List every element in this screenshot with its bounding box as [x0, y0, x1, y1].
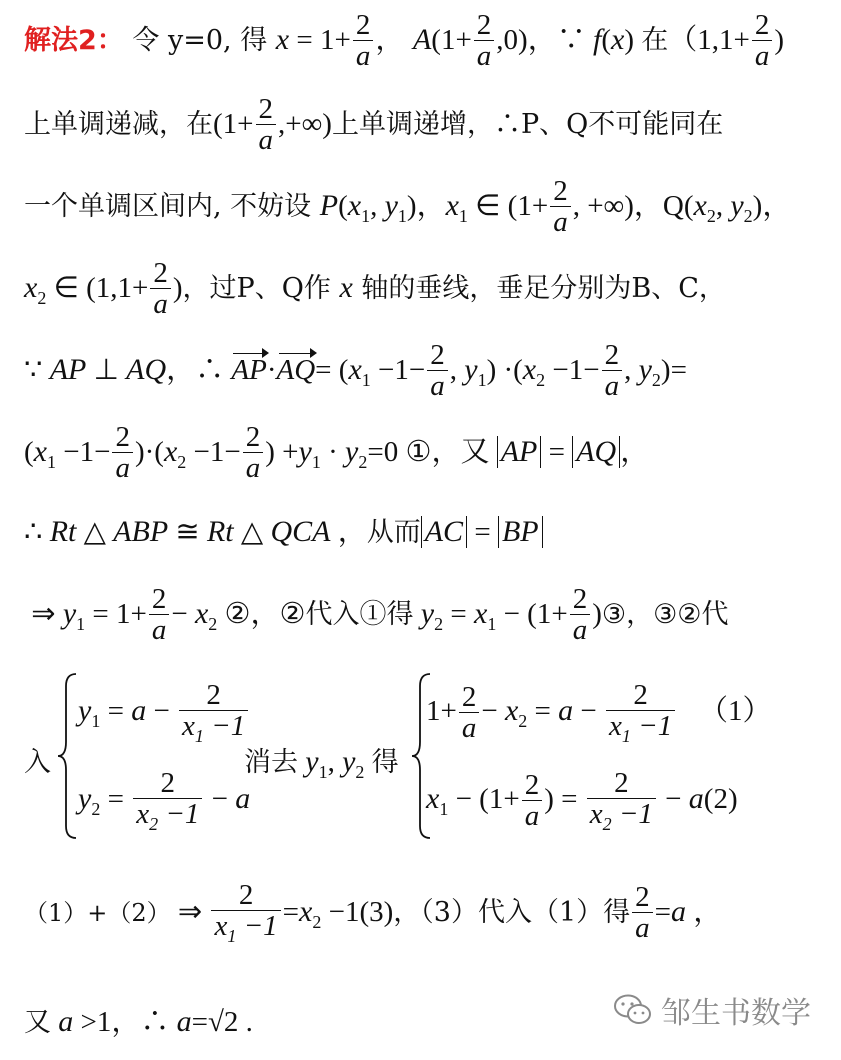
line-6: ($x_1 -1-$ $\frac{2}{a}$ )$\cdot(x_2 -1-$ $\frac{2}{a}$ ) $+y_1 \cdot y_2=0$ ①，又 AP = AQ ，: [24, 421, 650, 485]
watermark-text: 邹生书数学: [661, 996, 811, 1031]
line-7: ∴ Rt △ ABP ≅ Rt △ QCA ，从而 AC = BP: [24, 514, 825, 550]
wechat-icon: [613, 993, 653, 1027]
equation-systems: 入 $y_1 = a$ − $\frac{2}{x_1 -1}$ $y_2$ = $\frac{2}{x_2 -1}$ − a 消去 $y_1$, $y_2$ 得 1+ $\frac{2}{a}$ − $x_2 = a$ − $\frac{2}{x_1 -1}$ （1） $x_1 - (1+$ $\frac{2}{a}$ ) = $\frac{2}{x_2 -1}$ − a(2): [24, 672, 824, 842]
line-8: ⇒ $y_1 = 1+$ $\frac{2}{a}$ − $x_2$ ②，②代入①得 $y_2 = x_1 - (1+$ $\frac{2}{a}$ )③，③②代: [24, 583, 729, 647]
line-10: （1）+（2） ⇒ $\frac{2}{x_1 -1}$ $=x_2 -1(3)$，（3）代入（1）得 $\frac{2}{a}$ =a ，: [24, 879, 723, 947]
left-brace: [56, 672, 78, 840]
line-1: 解法2： 令 y=0, 得 x = 1+ $\frac{2}{a}$ ， A(1+ $\frac{2}{a}$ ,0)，∵ f(x) 在（1,1+ $\frac{2}{a}$ ): [24, 9, 785, 73]
line-3: 一个单调区间内, 不妨设 $P(x_1$, $y_1$)，$x_1$ ∈ (1+ $\frac{2}{a}$ , +∞)，$Q(x_2$, $y_2$)，: [24, 175, 792, 239]
method-label: 解法2：: [24, 25, 124, 57]
line1-text: 令 y=0, 得: [132, 25, 268, 57]
line-4: $x_2$ ∈ (1,1+ $\frac{2}{a}$ )，过P、Q作 x 轴的垂线，垂足分别为B、C，: [24, 257, 726, 321]
line-11: 又 a >1，∴ a=√2 .: [24, 1005, 253, 1038]
line-5: ∵ AP ⊥ AQ，∴ $AP\cdot AQ= (x_1 -1-$ $\frac{2}{a}$ , $y_1) \cdot(x_2 -1-$ $\frac{2}{a}$ , $y_2)=$: [24, 339, 687, 403]
line-2: 上单调递减，在(1+ $\frac{2}{a}$ ,+∞)上单调递增，∴P、Q不可能同在: [24, 93, 724, 157]
watermark: [613, 988, 811, 1032]
